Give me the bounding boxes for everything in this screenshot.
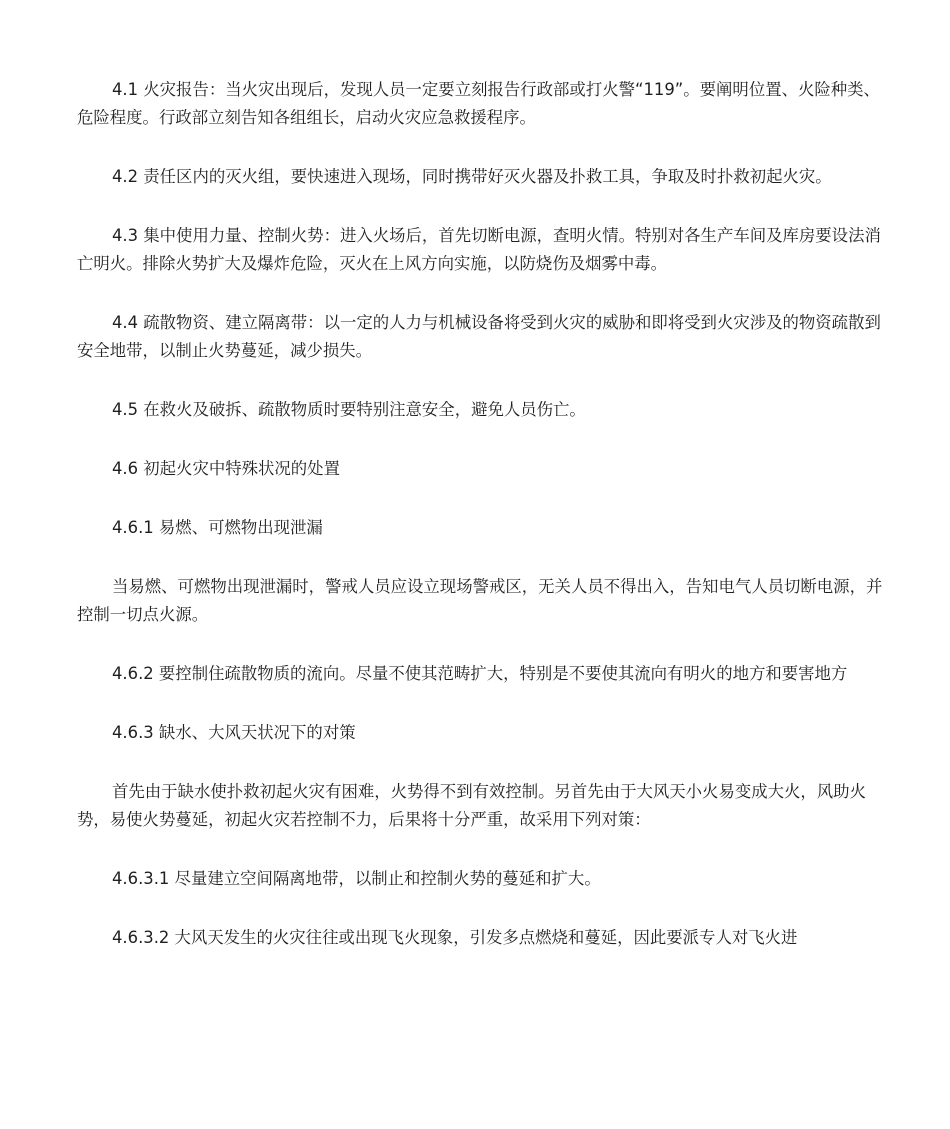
heading-4-6: 4.6 初起火灾中特殊状况的处置 — [112, 459, 340, 478]
paragraph-4-6-2: 4.6.2 要控制住疏散物质的流向。尽量不使其范畴扩大，特别是不要使其流向有明火的地方和要害地方 — [112, 664, 848, 683]
paragraph-4-1: 4.1 火灾报告：当火灾出现后，发现人员一定要立刻报告行政部或打火警“119”。要阐明位置、火险种类、危险程度。行政部立刻告知各组组长，启动火灾应急救援程序。 — [77, 80, 880, 127]
paragraph-countermeasures: 首先由于缺水使扑救初起火灾有困难，火势得不到有效控制。另首先由于大风天小火易变成大火，风助火势，易使火势蔓延，初起火灾若控制不力，后果将十分严重，故采用下列对策： — [77, 782, 866, 829]
heading-4-6-3: 4.6.3 缺水、大风天状况下的对策 — [112, 723, 356, 742]
document-body — [77, 76, 887, 983]
paragraph-4-4: 4.4 疏散物资、建立隔离带：以一定的人力与机械设备将受到火灾的威胁和即将受到火灾涉及的物资疏散到安全地带，以制止火势蔓延，减少损失。 — [77, 313, 881, 360]
paragraph-4-6-3-1: 4.6.3.1 尽量建立空间隔离地带，以制止和控制火势的蔓延和扩大。 — [112, 869, 601, 888]
paragraph-4-3: 4.3 集中使用力量、控制火势：进入火场后，首先切断电源，查明火情。特别对各生产车间及库房要设法消亡明火。排除火势扩大及爆炸危险，灭火在上风方向实施，以防烧伤及烟雾中毒。 — [77, 226, 881, 273]
heading-4-6-1: 4.6.1 易燃、可燃物出现泄漏 — [112, 518, 323, 537]
paragraph-leak-handling: 当易燃、可燃物出现泄漏时，警戒人员应设立现场警戒区，无关人员不得出入，告知电气人员切断电源，并控制一切点火源。 — [77, 577, 883, 624]
paragraph-4-5: 4.5 在救火及破拆、疏散物质时要特别注意安全，避免人员伤亡。 — [112, 400, 586, 419]
paragraph-4-6-3-2: 4.6.3.2 大风天发生的火灾往往或出现飞火现象，引发多点燃烧和蔓延，因此要派专人对飞火进 — [112, 928, 798, 947]
paragraph-4-2: 4.2 责任区内的灭火组，要快速进入现场，同时携带好灭火器及扑救工具，争取及时扑救初起火灾。 — [112, 167, 832, 186]
